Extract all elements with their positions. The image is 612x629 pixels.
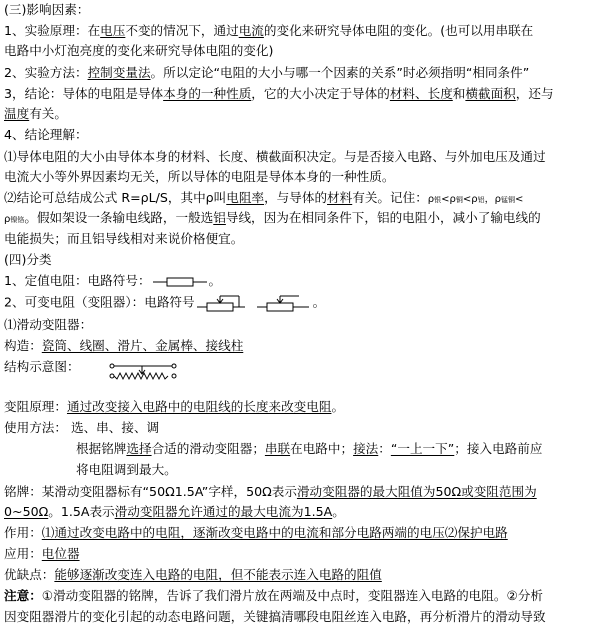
- text: 温度: [4, 106, 30, 121]
- fixed-resistor-symbol: [151, 276, 209, 288]
- text: 。: [332, 504, 345, 519]
- line-application: [4, 545, 80, 563]
- text: 铭牌：某滑动变阻器标有“50Ω1.5A”字样，50Ω表示: [4, 484, 297, 499]
- text: ⑴通过改变电路中的电阻，逐渐改变电路中的电流和部分电路两端的电压⑵保护电路: [41, 525, 508, 540]
- text: 根据铭牌: [76, 441, 127, 456]
- text: 的变化来研究导体电阻的变化。(也可以用串联在: [263, 23, 534, 38]
- slide-rheostat-diagram: [108, 361, 178, 385]
- line-rheostat-principle: [4, 398, 344, 416]
- text: 使用方法： 选、串、接、调: [4, 420, 160, 435]
- text: ⑴导体电阻的大小由导体本身的材料、长度、横截面积决定。与是否接入电路、与外加电压及通过: [4, 149, 546, 164]
- line-function: [4, 524, 508, 542]
- text: 。所以定论“电阻的大小与哪一个因素的关系”时必须指明“相同条件”: [150, 65, 530, 80]
- text: 有关。记住：: [352, 190, 428, 205]
- text: ，还与: [515, 86, 554, 101]
- text: 能够逐渐改变连入电路的电阻，但不能表示连入电路的阻值: [54, 567, 382, 582]
- section-title-classification: [4, 251, 52, 269]
- text: 电路中小灯泡亮度的变化来研究导体电阻的变化): [4, 43, 274, 58]
- text: 电阻率: [226, 190, 265, 205]
- text: <: [514, 194, 524, 205]
- text: 铝: [213, 210, 226, 225]
- line-principle: [4, 22, 533, 40]
- text: 镍铬: [10, 216, 25, 224]
- line-usage: [4, 419, 159, 437]
- line-nameplate: [4, 483, 537, 501]
- text: 瓷筒、线圈、滑片、金属棒、接线柱: [41, 338, 244, 353]
- text: 银: [434, 196, 442, 204]
- text: ⑴滑动变阻器：: [4, 317, 93, 332]
- text: ：: [378, 441, 391, 456]
- text: ρ: [427, 194, 435, 205]
- text: 1、实验原理：在: [4, 23, 101, 38]
- text: ρ: [4, 214, 11, 225]
- text: 因变阻器滑片的变化引起的动态电路问题，关键搞清哪段电阻丝连入电路，再分析滑片的滑动导致: [4, 609, 546, 624]
- text: 2、实验方法：: [4, 65, 88, 80]
- text: 材料、长度: [389, 86, 453, 101]
- text: 导线，因为在相同条件下，铝的电阻小，减小了输电线的: [225, 210, 541, 225]
- text: 滑动变阻器允许通过的最大电流为1.5A: [114, 504, 333, 519]
- text: 和: [452, 86, 466, 101]
- text: 串联: [264, 441, 291, 456]
- text: 滑动变阻器的最大阻值为50Ω或变阻范围为: [296, 484, 537, 499]
- line-conclusion-cont: [4, 105, 67, 123]
- text: 将电阻调到最大。: [76, 462, 177, 477]
- text: 2、可变电阻（变阻器）：电路符号: [4, 294, 195, 310]
- line-structure: [4, 337, 243, 355]
- line-formula-cont2: [4, 230, 243, 248]
- text: 接法: [353, 441, 379, 456]
- text: ，ρ: [484, 194, 501, 205]
- line-note-cont: [4, 608, 546, 626]
- text: 不变的情况下，通过: [125, 23, 239, 38]
- line-diagram-label: [4, 358, 80, 376]
- text: 构造：: [4, 338, 42, 353]
- line-understanding: [4, 126, 88, 144]
- text: 1、定值电阻：电路符号：: [4, 273, 151, 288]
- line-note: [4, 587, 543, 605]
- text: 横截面积: [465, 86, 516, 101]
- line-slide-rheostat: [4, 316, 92, 334]
- text: 4、结论理解：: [4, 127, 88, 142]
- line-understanding-1: [4, 148, 546, 166]
- text: 3，结论：导体的电阻是导体: [4, 86, 164, 101]
- text: 控制变量法: [87, 65, 151, 80]
- text: ，与导体的: [264, 190, 328, 205]
- line-conclusion: [4, 85, 554, 103]
- line-nameplate-cont: [4, 503, 345, 521]
- text: 铜: [455, 196, 463, 204]
- line-usage-detail-cont: [76, 461, 177, 479]
- text: 通过改变接入电路中的电阻线的长度来改变电阻: [66, 399, 332, 414]
- text: ；接入电路前应: [454, 441, 543, 456]
- line-variable-resistor: [4, 293, 325, 315]
- text: 结构示意图：: [4, 359, 80, 374]
- line-fixed-resistor: [4, 272, 221, 290]
- variable-resistor-symbol: [195, 293, 313, 313]
- text: 电流大小等外界因素均无关，所以导体的电阻是导体本身的一种性质。: [4, 169, 395, 184]
- text: 作用：: [4, 525, 42, 540]
- text: ①滑动变阻器的铭牌，告诉了我们滑片放在两端及中点时，变阻器连入电路的电阻。②分析: [41, 588, 543, 603]
- line-principle-cont: [4, 42, 273, 60]
- text: 应用：: [4, 546, 42, 561]
- text: (三)影响因素：: [4, 2, 90, 17]
- line-method: [4, 64, 529, 82]
- text: ，它的大小决定于导体的: [251, 86, 390, 101]
- line-understanding-1-cont: [4, 168, 394, 186]
- text: 材料: [327, 190, 353, 205]
- text: 。1.5A表示: [48, 504, 115, 519]
- text: <ρ: [462, 194, 478, 205]
- text: 铝: [477, 196, 485, 204]
- text: 有关。: [29, 106, 67, 121]
- text: <ρ: [441, 194, 456, 205]
- text: “一上一下”: [390, 441, 455, 456]
- line-formula-cont: [4, 209, 541, 227]
- text: 。: [331, 399, 345, 414]
- text: 。假如架设一条输电线路，一般选: [24, 210, 214, 225]
- section-title-influence: [4, 1, 89, 19]
- line-pros-cons: [4, 566, 382, 584]
- text: 电压: [100, 23, 126, 38]
- text: 电位器: [41, 546, 80, 561]
- text: 本身的一种性质: [163, 86, 252, 101]
- text: 选择: [126, 441, 152, 456]
- text: 。: [208, 273, 222, 288]
- text: 锰铜: [500, 196, 515, 204]
- text: 电流: [238, 23, 264, 38]
- text: 注意：: [4, 588, 42, 603]
- text: 0~50Ω: [4, 504, 49, 519]
- text: 变阻原理：: [4, 399, 67, 414]
- text: 电能损失；而且铝导线相对来说价格便宜。: [4, 231, 244, 246]
- line-usage-detail: [76, 440, 542, 458]
- text: 在电路中；: [290, 441, 354, 456]
- text: ⑵结论可总结成公式 R=ρL/S，其中ρ叫: [4, 190, 227, 205]
- text: 。: [312, 294, 326, 310]
- text: 优缺点：: [4, 567, 55, 582]
- line-formula: [4, 189, 523, 207]
- text: (四)分类: [4, 252, 52, 267]
- text: 合适的滑动变阻器；: [151, 441, 265, 456]
